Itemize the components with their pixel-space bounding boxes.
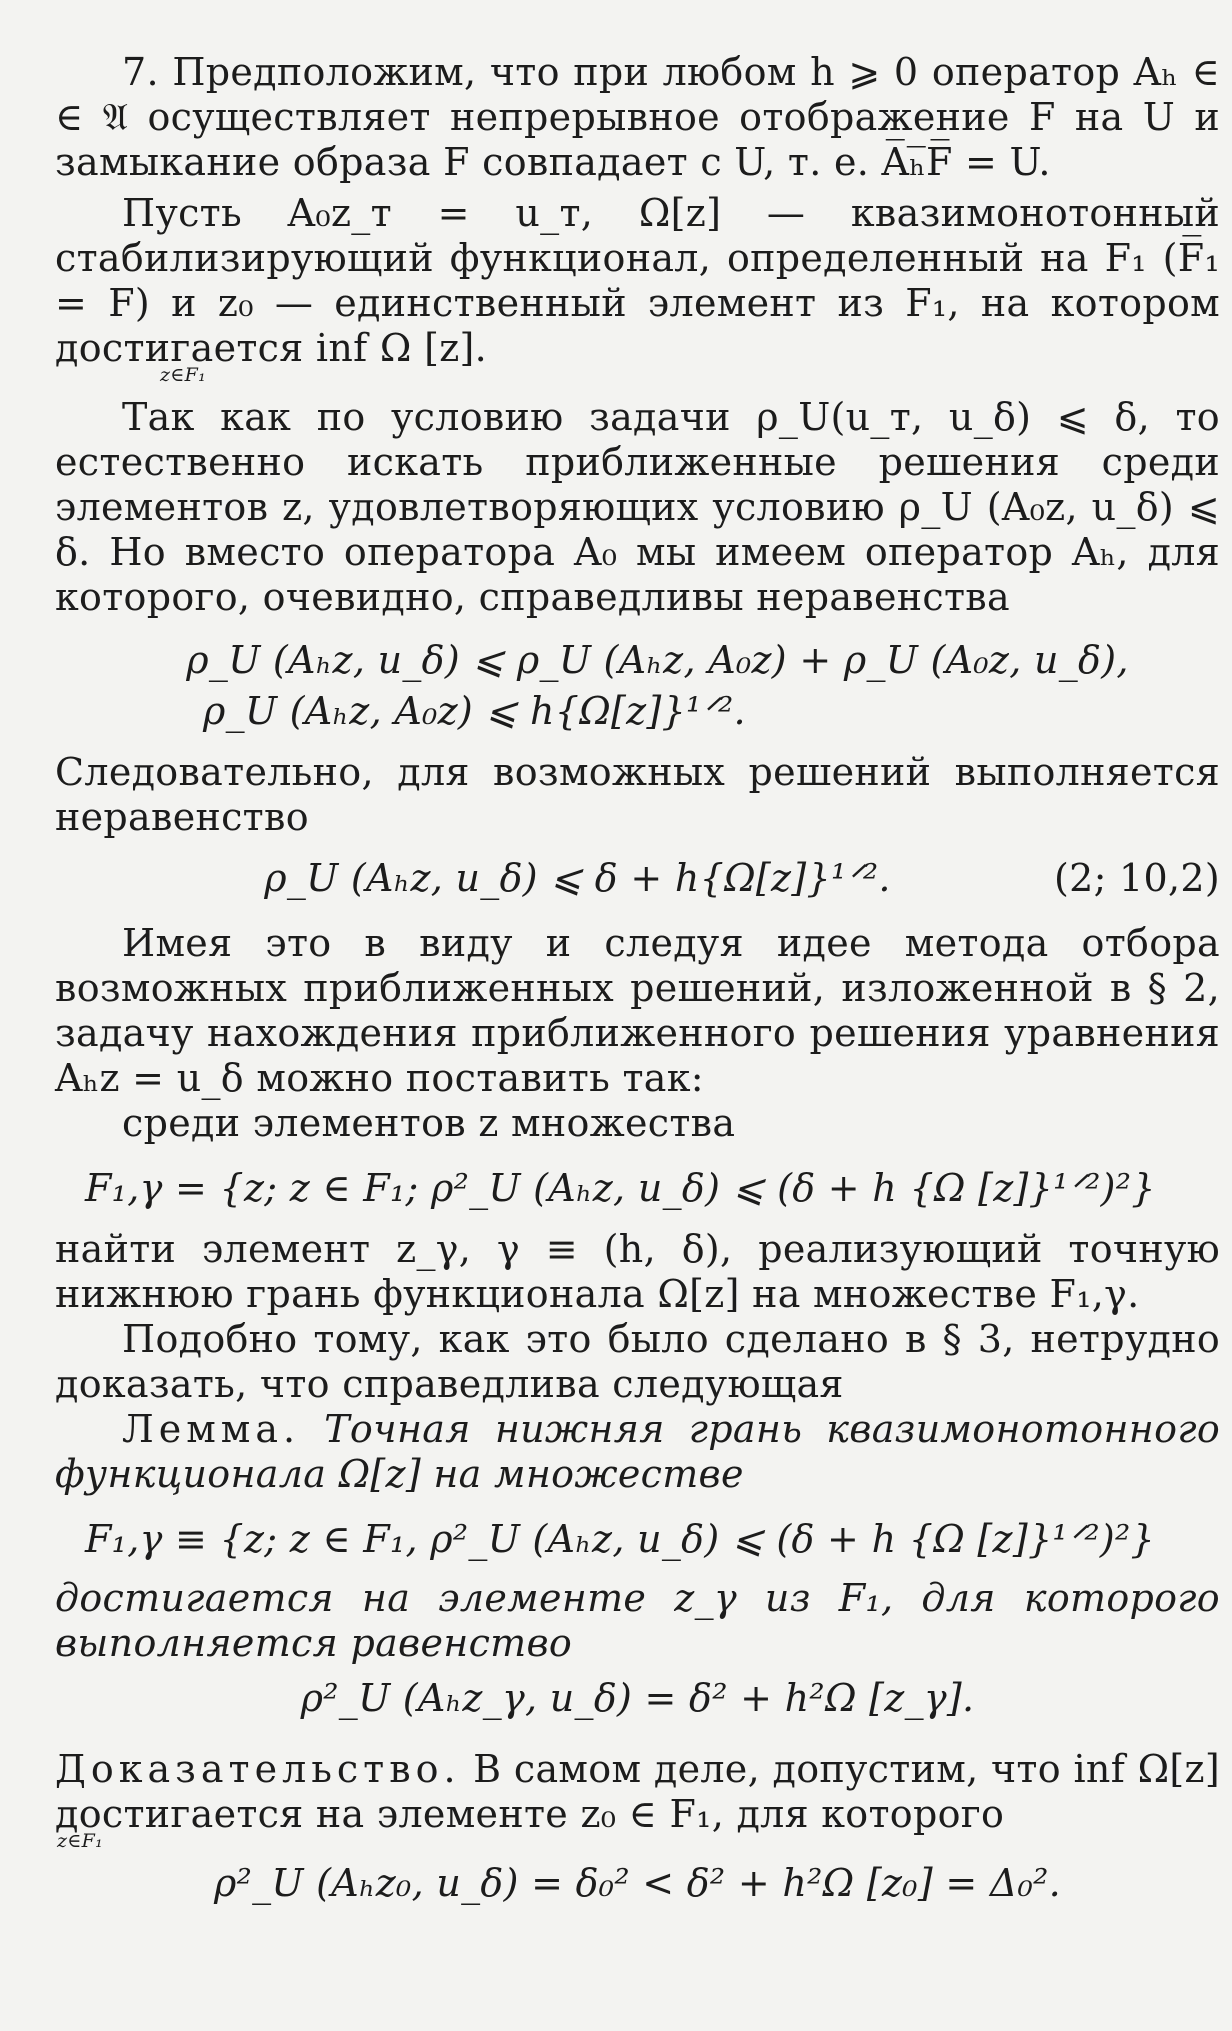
proof-equation [55,1861,1220,1906]
proof-equation-body: ρ²_U (Aₕz₀, u_δ) = δ₀² < δ² + h²Ω [z₀] = Δ₀². [213,1861,1062,1905]
paragraph-stabilizer: Пусть A₀z_т = u_т, Ω[z] — квазимонотонный стабилизирующий функционал, определенный на F₁ (F̅₁ = F) и z₀ — единственный элемент из F₁, на котором достигается inf Ω [z]. [55,191,1220,370]
proof-text: В самом деле, допустим, что inf Ω[z] достигается на элементе z₀ ∈ F₁, для которого [55,1747,1220,1836]
lemma-set-body: F₁,γ ≡ {z; z ∈ F₁, ρ²_U (Aₕz, u_δ) ⩽ (δ + h {Ω [z]}¹ᐟ²)²} [85,1517,1156,1561]
lemma-set [55,1517,1220,1562]
proof-inf-subscript: z∈F₁ [57,1830,104,1852]
equation-2-10-2-body: ρ_U (Aₕz, u_δ) ⩽ δ + h{Ω[z]}¹ᐟ². [264,856,891,900]
lemma-conclusion: достигается на элементе z_γ из F₁, для которого выполняется равенство [55,1576,1220,1665]
equation-2-10-2 [55,856,1220,901]
inequality-2: ρ_U (Aₕz, A₀z) ⩽ h{Ω[z]}¹ᐟ². [203,689,746,733]
paragraph-7: 7. Предположим, что при любом h ⩾ 0 оператор Aₕ ∈ ∈ 𝔄 осуществляет непрерывное отображение F на U и замыкание образа F совпадает с U, т. е. A̅ₕ̅F̅ = U. [55,50,1220,184]
inequality-1: ρ_U (Aₕz, u_δ) ⩽ ρ_U (Aₕz, A₀z) + ρ_U (A₀z, u_δ), [186,638,1129,682]
paragraph-condition: Так как по условию задачи ρ_U(u_т, u_δ) ⩽ δ, то естественно искать приближенные решения среди элементов z, удовлетворяющих условию ρ_U (A₀z, u_δ) ⩽ δ. Но вместо оператора A₀ мы имеем оператор Aₕ, для которого, очевидно, справедливы неравенства [55,395,1220,619]
set-definition-body: F₁,γ = {z; z ∈ F₁; ρ²_U (Aₕz, u_δ) ⩽ (δ + h {Ω [z]}¹ᐟ²)²} [85,1166,1156,1210]
paragraph-find-element: найти элемент z_γ, γ ≡ (h, δ), реализующий точную нижнюю грань функционала Ω[z] на множестве F₁,γ. [55,1227,1220,1316]
lemma [55,1407,1220,1497]
paragraph-method: Имея это в виду и следуя идее метода отбора возможных приближенных решений, изложенной в § 2, задачу нахождения приближенного решения уравнения Aₕz = u_δ можно поставить так: [55,921,1220,1100]
proof-label: Доказательство. [55,1747,461,1791]
lemma-label: Лемма. [122,1407,301,1451]
lemma-text: Точная нижняя грань квазимонотонного функционала Ω[z] на множестве [55,1407,1220,1496]
paragraph-set-intro: среди элементов z множества [122,1101,736,1145]
equation-number: (2; 10,2) [1053,856,1220,900]
lemma-equality-body: ρ²_U (Aₕz_γ, u_δ) = δ² + h²Ω [z_γ]. [300,1676,975,1720]
inequalities-block [55,638,1220,734]
set-definition [55,1166,1220,1211]
paragraph-consequently: Следовательно, для возможных решений выполняется неравенство [55,750,1220,839]
paragraph-similarly: Подобно тому, как это было сделано в § 3, нетрудно доказать, что справедлива следующая [55,1317,1220,1406]
lemma-equality [55,1676,1220,1721]
inf-subscript: z∈F₁ [160,364,207,386]
proof [55,1747,1220,1837]
